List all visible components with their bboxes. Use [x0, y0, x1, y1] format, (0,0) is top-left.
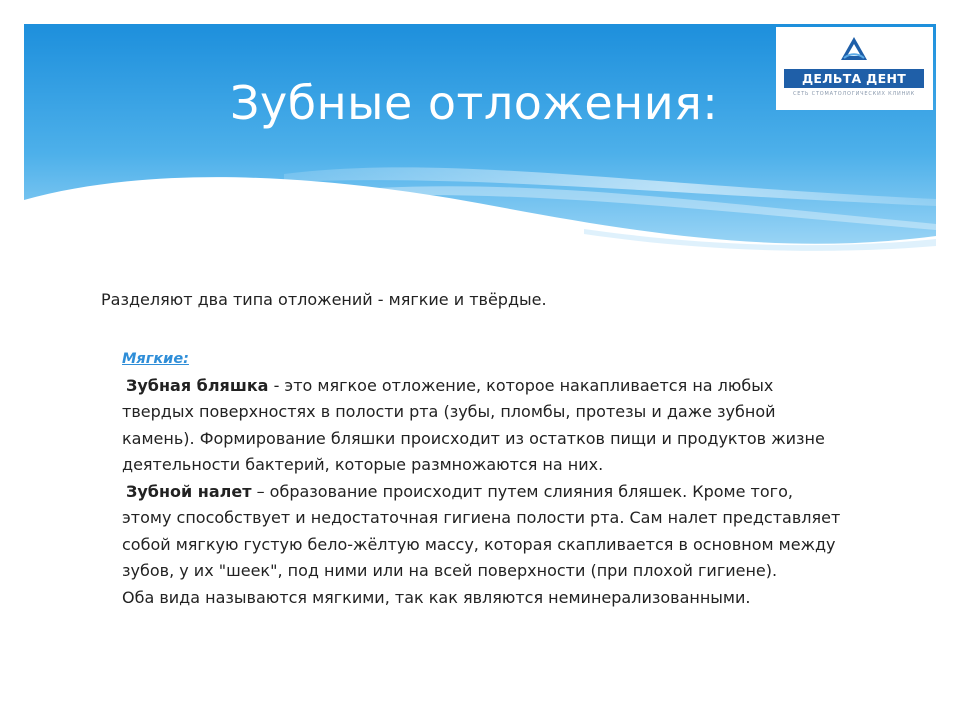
- soft-heading-text: Мягкие:: [122, 351, 189, 367]
- soft-deposits-heading: [122, 345, 842, 373]
- plaque-description: - это мягкое отложение, которое накапливается на любых твердых поверхностях в полости рта (зубы, пломбы, протезы и даже зубной камень). Формирование бляшки происходит из остатков пищи и продуктов жизне деятельности бактерий, которые размножаются на них.: [122, 375, 825, 474]
- intro-text: Разделяют два типа отложений - мягкие и твёрдые.: [101, 290, 547, 309]
- coating-term: Зубной налет: [126, 481, 252, 501]
- content-body: [122, 345, 842, 611]
- triangle-logo-icon: [840, 36, 868, 62]
- logo-tagline: СЕТЬ СТОМАТОЛОГИЧЕСКИХ КЛИНИК: [792, 91, 916, 97]
- plaque-paragraph: [122, 373, 842, 479]
- company-logo: [776, 27, 933, 110]
- coating-description: – образование происходит путем слияния бляшек. Кроме того, этому способствует и недостаточная гигиена полости рта. Сам налет представляет собой мягкую густую бело-жёлтую массу, которая скапливается в основном между зубов, у их "шеек", под ними или на всей поверхности (при плохой гигиене).: [122, 481, 841, 580]
- logo-brand-name: ДЕЛЬТА ДЕНТ: [784, 69, 924, 88]
- summary-paragraph: Оба вида называются мягкими, так как являются неминерализованными.: [122, 587, 751, 607]
- coating-paragraph: [122, 479, 842, 585]
- plaque-term: Зубная бляшка: [126, 375, 269, 395]
- slide-title: Зубные отложения:: [230, 76, 719, 130]
